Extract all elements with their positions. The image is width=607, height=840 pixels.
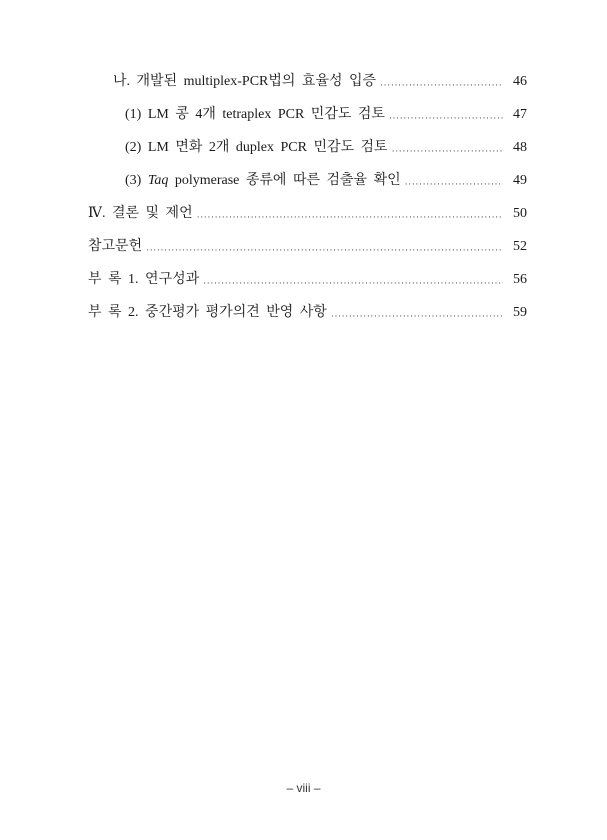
toc-entry-label-rest: polymerase 종류에 따른 검출율 확인: [168, 173, 401, 188]
toc-entry-label: [125, 171, 401, 191]
toc-entry-label: 부 록 2. 중간평가 평가의견 반영 사항: [88, 305, 327, 320]
toc-entry[interactable]: [125, 138, 527, 158]
toc-entry[interactable]: [88, 303, 527, 323]
toc-entry-label: 부 록 1. 연구성과: [88, 272, 200, 287]
toc-entry-label: 참고문헌: [88, 239, 143, 254]
toc-leader-dots: [197, 204, 503, 224]
toc-entry-page: 46: [513, 74, 527, 89]
toc-entry-label: Ⅳ. 결론 및 제언: [88, 206, 193, 221]
toc-entry-label: 나. 개발된 multiplex-PCR법의 효율성 입증: [113, 74, 377, 89]
toc-entry[interactable]: [125, 171, 527, 191]
toc-entry-page: 48: [513, 140, 527, 155]
toc-leader-dots: [331, 303, 503, 323]
toc-entry-page: 50: [513, 206, 527, 221]
toc-entry-label: (1) LM 콩 4개 tetraplex PCR 민감도 검토: [125, 107, 385, 122]
toc-entry-page: 47: [513, 107, 527, 122]
toc-entry[interactable]: [88, 270, 527, 290]
toc-entry[interactable]: [88, 204, 527, 224]
toc-leader-dots: [203, 270, 503, 290]
toc-entry[interactable]: [113, 72, 527, 92]
toc-entry-label: (2) LM 면화 2개 duplex PCR 민감도 검토: [125, 140, 388, 155]
toc-leader-dots: [146, 237, 503, 257]
toc-entry-page: 59: [513, 305, 527, 320]
toc-entry-label-prefix: (3): [125, 173, 148, 188]
toc-entry[interactable]: [88, 237, 527, 257]
toc-leader-dots: [380, 72, 503, 92]
toc-entry-page: 52: [513, 239, 527, 254]
toc-entry-label-italic: Taq: [147, 173, 169, 188]
toc-entry[interactable]: [125, 105, 527, 125]
toc-leader-dots: [405, 171, 503, 191]
page-number-footer: – viii –: [286, 781, 321, 795]
toc-entry-page: 49: [513, 173, 527, 188]
toc-leader-dots: [392, 138, 503, 158]
toc-leader-dots: [389, 105, 503, 125]
toc-entry-page: 56: [513, 272, 527, 287]
